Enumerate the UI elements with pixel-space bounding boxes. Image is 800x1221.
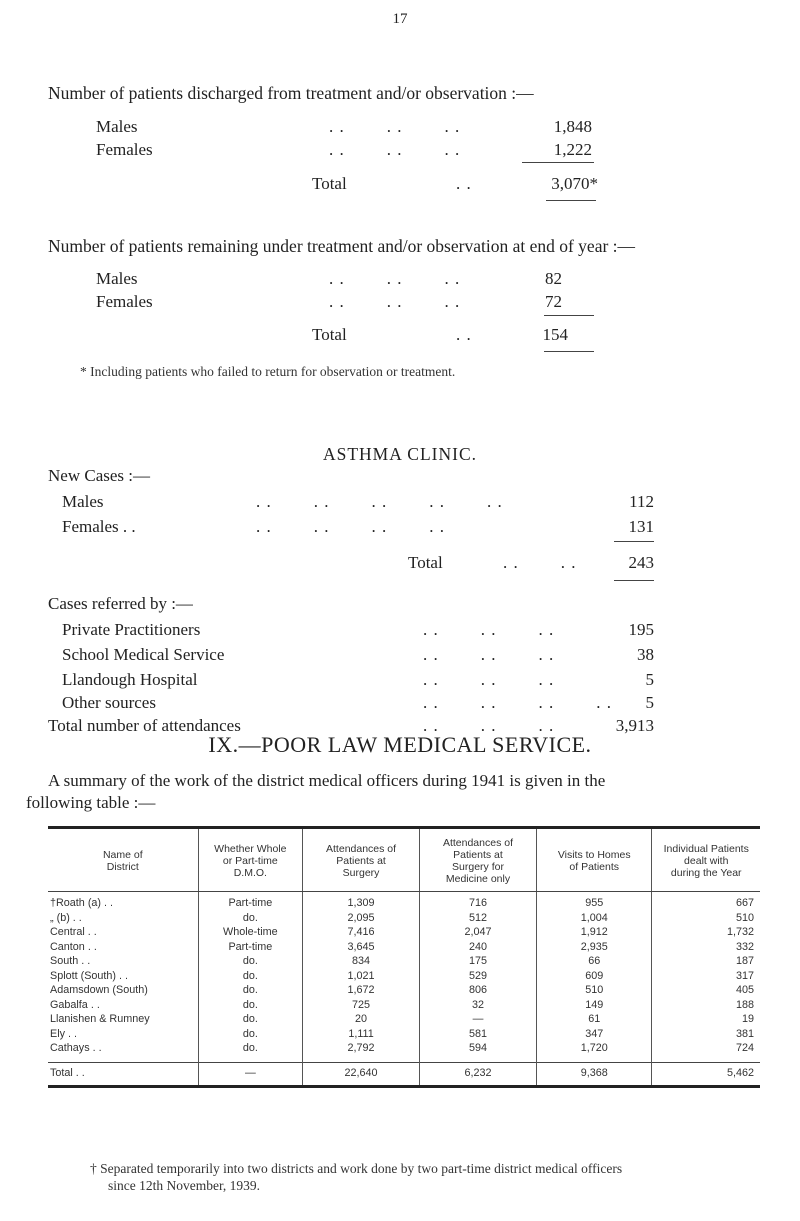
cell-district: South . . bbox=[50, 955, 91, 967]
cell-type: do. bbox=[198, 911, 302, 926]
cell-individual: 5,462 bbox=[652, 1062, 760, 1086]
cell-type: Whole-time bbox=[198, 925, 302, 940]
table-row bbox=[48, 1012, 760, 1027]
discharged-row-females: Females . . . . . . 1,222 bbox=[96, 140, 592, 159]
leader-dots: . . . . . . bbox=[423, 620, 555, 639]
table-row bbox=[48, 925, 760, 940]
cell-surgery: 20 bbox=[303, 1012, 420, 1027]
asthma-clinic-title: ASTHMA CLINIC. bbox=[322, 444, 477, 464]
dagger-footnote-line1: † Separated temporarily into two districts and work done by two part-time district medical officers bbox=[90, 1161, 623, 1176]
cell-individual: 667 bbox=[652, 892, 760, 911]
cell-medicine: — bbox=[420, 1012, 537, 1027]
cell-surgery: 3,645 bbox=[303, 940, 420, 955]
referred-row: Private Practitioners . . . . . . 195 bbox=[62, 620, 654, 639]
cell-medicine: 806 bbox=[420, 983, 537, 998]
cell-medicine: 716 bbox=[420, 892, 537, 911]
cell-medicine: 594 bbox=[420, 1041, 537, 1062]
page-number: 17 bbox=[392, 11, 408, 27]
cell-district: Splott (South) . . bbox=[50, 969, 129, 982]
cell-individual: 19 bbox=[652, 1012, 760, 1027]
cell-individual: 381 bbox=[652, 1027, 760, 1042]
cell-individual: 510 bbox=[652, 911, 760, 926]
cell-district: Canton . . bbox=[50, 940, 97, 953]
cell-visits: 347 bbox=[536, 1027, 652, 1042]
cell-medicine: 6,232 bbox=[420, 1062, 537, 1086]
remaining-row-males: Males . . . . . . 82 bbox=[96, 269, 562, 288]
star-footnote: * Including patients who failed to return for observation or treatment. bbox=[80, 364, 456, 379]
subtotal-rule bbox=[614, 541, 654, 542]
cell-visits: 1,912 bbox=[536, 925, 652, 940]
cell-individual: 188 bbox=[652, 998, 760, 1013]
discharged-total-row: Total . . 3,070* bbox=[312, 174, 598, 193]
col-header-whole: Whether Whole or Part-time D.M.O. bbox=[198, 828, 302, 892]
cell-individual: 187 bbox=[652, 954, 760, 969]
poor-law-intro-line1: A summary of the work of the district medical officers during 1941 is given in the bbox=[48, 771, 606, 790]
cell-individual: 317 bbox=[652, 969, 760, 984]
table-row bbox=[48, 911, 760, 926]
cell-visits: 1,720 bbox=[536, 1041, 652, 1062]
asthma-total-row: Total . . . . 243 bbox=[408, 553, 654, 572]
cell-type: do. bbox=[198, 969, 302, 984]
cell-individual: 1,732 bbox=[652, 925, 760, 940]
leader-dots: . . bbox=[456, 325, 472, 344]
col-header-surgery: Attendances of Patients at Surgery bbox=[303, 828, 420, 892]
cell-type: — bbox=[198, 1062, 302, 1086]
dagger-footnote-line2: since 12th November, 1939. bbox=[108, 1178, 261, 1193]
cell-surgery: 7,416 bbox=[303, 925, 420, 940]
cell-surgery: 22,640 bbox=[303, 1062, 420, 1086]
cell-medicine: 175 bbox=[420, 954, 537, 969]
leader-dots: . . . . . . . . . . bbox=[256, 492, 503, 511]
remaining-total-row: Total . . 154 bbox=[312, 325, 568, 344]
referred-row: Other sources . . . . . . . . 5 bbox=[62, 693, 654, 712]
cell-visits: 510 bbox=[536, 983, 652, 998]
col-header-individual: Individual Patients dealt with during the Year bbox=[652, 828, 760, 892]
poor-law-intro-line2: following table :— bbox=[26, 793, 156, 812]
cell-surgery: 1,111 bbox=[303, 1027, 420, 1042]
leader-dots: . . . . . . . . bbox=[256, 517, 445, 536]
discharged-row-males: Males . . . . . . 1,848 bbox=[96, 117, 592, 136]
total-rule bbox=[546, 200, 596, 201]
cell-district: Cathays . . bbox=[50, 1042, 102, 1054]
cell-type: do. bbox=[198, 998, 302, 1013]
cell-visits: 1,004 bbox=[536, 911, 652, 926]
cell-district: Llanishen & Rumney bbox=[50, 1013, 150, 1025]
cell-district: Gabalfa . . bbox=[50, 998, 100, 1011]
cell-type: Part-time bbox=[198, 940, 302, 955]
cell-type: do. bbox=[198, 1027, 302, 1042]
referred-row: Llandough Hospital . . . . . . 5 bbox=[62, 670, 654, 689]
asthma-row-females: Females . . . . . . . . . . 131 bbox=[62, 517, 654, 536]
attendances-row: Total number of attendances . . . . . . 3,913 bbox=[48, 716, 654, 735]
table-total-row bbox=[48, 1062, 760, 1086]
total-rule bbox=[544, 351, 594, 352]
cell-district: „ (b) . . bbox=[50, 911, 82, 924]
cell-surgery: 1,021 bbox=[303, 969, 420, 984]
total-rule bbox=[614, 580, 654, 581]
cell-type: do. bbox=[198, 983, 302, 998]
subtotal-rule bbox=[522, 162, 594, 163]
table-row bbox=[48, 998, 760, 1013]
cell-type: do. bbox=[198, 1012, 302, 1027]
cell-type: do. bbox=[198, 954, 302, 969]
leader-dots: . . . . . . bbox=[423, 670, 555, 689]
cell-district: Central . . bbox=[50, 926, 97, 938]
leader-dots: . . . . bbox=[503, 553, 577, 572]
leader-dots: . . . . . . bbox=[423, 716, 555, 735]
poor-law-title: IX.—POOR LAW MEDICAL SERVICE. bbox=[208, 732, 592, 757]
cell-type: do. bbox=[198, 1041, 302, 1062]
table-row bbox=[48, 969, 760, 984]
cell-medicine: 32 bbox=[420, 998, 537, 1013]
col-header-district: Name of District bbox=[48, 828, 198, 892]
table-row bbox=[48, 983, 760, 998]
cell-visits: 61 bbox=[536, 1012, 652, 1027]
table-row bbox=[48, 954, 760, 969]
table-row bbox=[48, 892, 760, 911]
cell-surgery: 2,095 bbox=[303, 911, 420, 926]
referred-row: School Medical Service . . . . . . 38 bbox=[62, 645, 654, 664]
referred-heading: Cases referred by :— bbox=[48, 594, 193, 613]
cell-individual: 405 bbox=[652, 983, 760, 998]
cell-type: Part-time bbox=[198, 892, 302, 911]
leader-dots: . . bbox=[456, 174, 472, 193]
cell-surgery: 2,792 bbox=[303, 1041, 420, 1062]
subtotal-rule bbox=[544, 315, 594, 316]
cell-surgery: 834 bbox=[303, 954, 420, 969]
cell-surgery: 1,672 bbox=[303, 983, 420, 998]
poor-law-table bbox=[48, 826, 760, 1088]
table-row bbox=[48, 940, 760, 955]
leader-dots: . . . . . . bbox=[329, 140, 461, 159]
cell-medicine: 512 bbox=[420, 911, 537, 926]
remaining-heading: Number of patients remaining under treatment and/or observation at end of year :— bbox=[48, 236, 636, 256]
table-row bbox=[48, 1027, 760, 1042]
cell-medicine: 581 bbox=[420, 1027, 537, 1042]
asthma-row-males: Males . . . . . . . . . . 112 bbox=[62, 492, 654, 511]
cell-visits: 955 bbox=[536, 892, 652, 911]
leader-dots: . . . . . . . . bbox=[423, 693, 612, 712]
cell-surgery: 725 bbox=[303, 998, 420, 1013]
cell-medicine: 529 bbox=[420, 969, 537, 984]
cell-visits: 609 bbox=[536, 969, 652, 984]
cell-visits: 66 bbox=[536, 954, 652, 969]
leader-dots: . . . . . . bbox=[329, 292, 461, 311]
cell-medicine: 2,047 bbox=[420, 925, 537, 940]
table-header-row bbox=[48, 828, 760, 892]
cell-individual: 332 bbox=[652, 940, 760, 955]
cell-visits: 149 bbox=[536, 998, 652, 1013]
discharged-heading: Number of patients discharged from treatment and/or observation :— bbox=[48, 83, 534, 103]
col-header-visits: Visits to Homes of Patients bbox=[536, 828, 652, 892]
cell-medicine: 240 bbox=[420, 940, 537, 955]
col-header-medicine: Attendances of Patients at Surgery for Medicine only bbox=[420, 828, 537, 892]
cell-district: Adamsdown (South) bbox=[50, 984, 148, 996]
cell-visits: 9,368 bbox=[536, 1062, 652, 1086]
remaining-row-females: Females . . . . . . 72 bbox=[96, 292, 562, 311]
cell-district: Total . . bbox=[48, 1062, 198, 1086]
new-cases-heading: New Cases :— bbox=[48, 466, 150, 485]
leader-dots: . . . . . . bbox=[329, 269, 461, 288]
cell-district: †Roath (a) . . bbox=[50, 897, 114, 909]
cell-district: Ely . . bbox=[50, 1027, 77, 1040]
leader-dots: . . . . . . bbox=[423, 645, 555, 664]
cell-surgery: 1,309 bbox=[303, 892, 420, 911]
cell-individual: 724 bbox=[652, 1041, 760, 1062]
leader-dots: . . . . . . bbox=[329, 117, 461, 136]
table-row bbox=[48, 1041, 760, 1062]
cell-visits: 2,935 bbox=[536, 940, 652, 955]
